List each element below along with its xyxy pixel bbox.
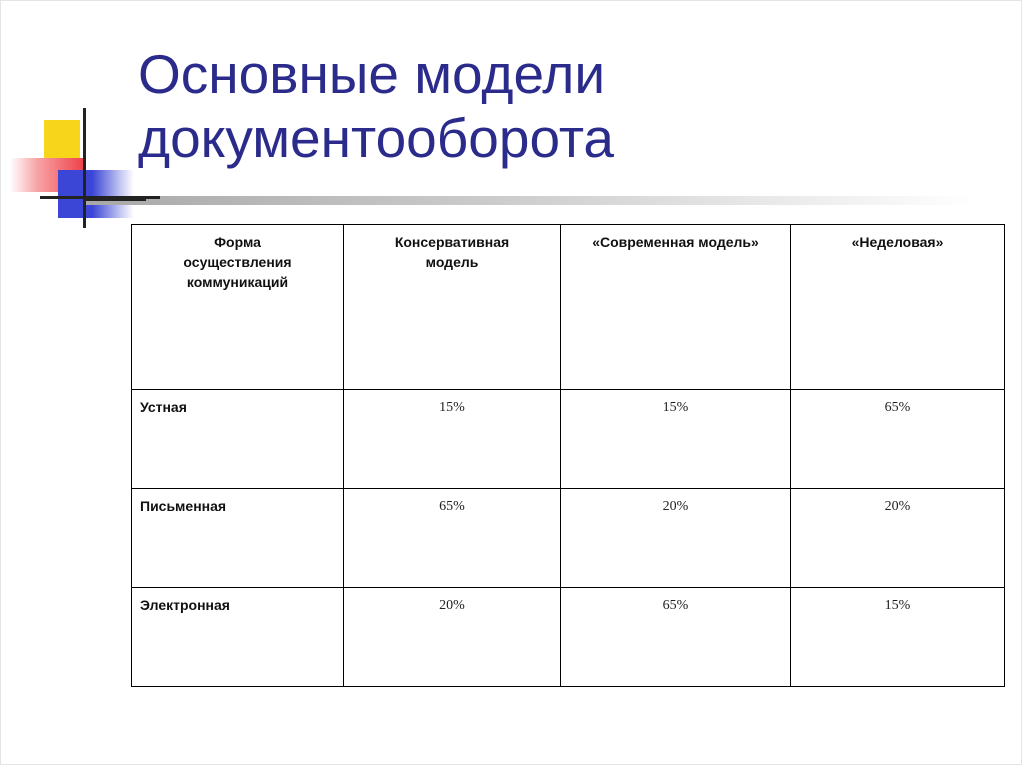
header-cell-modern — [561, 225, 791, 390]
table-cell: 20% — [439, 598, 465, 613]
slide-title-line-1: Основные модели — [138, 43, 606, 105]
table-cell: 15% — [439, 400, 465, 415]
header-label: «Современная модель» — [592, 234, 759, 250]
header-label: Форма осуществления коммуникаций — [183, 234, 292, 290]
header-cell-nonbusiness — [791, 225, 1005, 390]
table-cell: 20% — [662, 499, 689, 514]
decorative-vertical-line — [83, 108, 86, 228]
table-cell: 65% — [439, 499, 465, 514]
table-cell: 20% — [884, 499, 911, 514]
row-label: Письменная — [140, 498, 227, 514]
table-row — [132, 390, 1005, 489]
header-cell-form — [132, 225, 344, 390]
comparison-table — [131, 224, 1005, 687]
table-cell: 65% — [884, 400, 911, 415]
header-label: «Неделовая» — [851, 234, 944, 250]
row-label: Устная — [140, 399, 187, 415]
table-cell: 65% — [662, 598, 689, 613]
decorative-blue-square — [58, 170, 134, 218]
slide-title-line-2: документооборота — [138, 107, 614, 169]
title-underline-rule — [86, 196, 976, 205]
header-cell-conservative — [344, 225, 561, 390]
row-label: Электронная — [140, 597, 230, 613]
table-row — [132, 489, 1005, 588]
table-cell: 15% — [884, 598, 911, 613]
table-header-row — [132, 225, 1005, 390]
table-cell: 15% — [662, 400, 689, 415]
header-label: Консервативная модель — [394, 234, 510, 270]
decorative-horizontal-line — [40, 196, 160, 199]
slide-title — [138, 42, 998, 170]
table-row — [132, 588, 1005, 687]
